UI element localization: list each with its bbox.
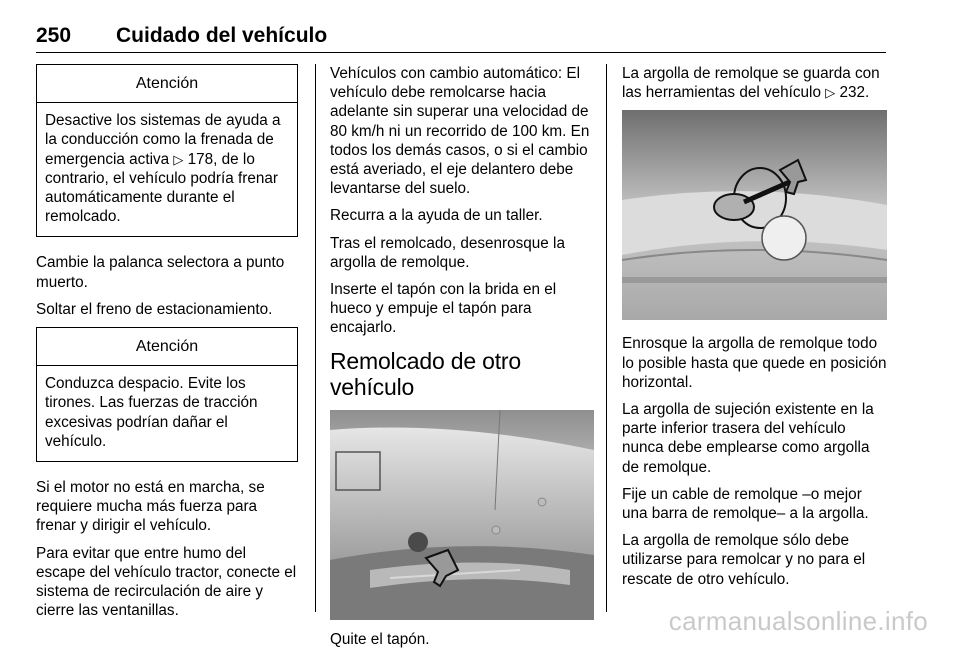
column-middle	[330, 64, 594, 657]
page-number: 250	[36, 24, 72, 47]
page-reference-arrow-icon: ▷	[173, 151, 184, 167]
paragraph: Para evitar que entre humo del escape del vehículo tractor, conecte el sistema de recirculación de aire y cierre las ventanillas.	[36, 544, 297, 620]
notice-box-1	[36, 64, 298, 237]
paragraph: La argolla de remolque sólo debe utilizarse para remolcar y no para el rescate de otro vehículo.	[622, 532, 866, 588]
watermark: carmanualsonline.info	[668, 606, 928, 636]
notice-body	[37, 103, 297, 236]
page-reference-link[interactable]: 232	[839, 84, 865, 102]
tow-eye-photo	[622, 110, 887, 320]
page-header	[36, 24, 886, 52]
paragraph: Tras el remolcado, desenrosque la argolla de remolque.	[330, 234, 565, 271]
column-left	[36, 64, 298, 628]
page-reference-arrow-icon: ▷	[825, 85, 836, 101]
paragraph	[622, 64, 887, 102]
paragraph: Inserte el tapón con la brida en el hueco y empuje el tapón para encajarlo.	[330, 281, 557, 337]
image-caption: Quite el tapón.	[330, 630, 430, 648]
rear-bumper-photo	[330, 410, 594, 620]
notice-box-2	[36, 327, 298, 462]
notice-heading: Atención	[37, 328, 297, 366]
notice-text: Desactive los sistemas de ayuda a la conducción como la frenada de emergencia activa	[45, 112, 281, 168]
section-title: Remolcado de otro vehículo	[330, 347, 521, 400]
header-rule	[36, 52, 886, 53]
paragraph: La argolla de sujeción existente en la parte inferior trasera del vehículo nunca debe emplearse como argolla de remolque.	[622, 401, 874, 476]
column-right	[622, 64, 887, 597]
paragraph: Enrosque la argolla de remolque todo lo posible hasta que quede en posición horizontal.	[622, 335, 887, 391]
paragraph-text: La argolla de remolque se guarda con las herramientas del vehículo	[622, 65, 880, 102]
notice-body: Conduzca despacio. Evite los tirones. Las fuerzas de tracción excesivas podrían dañar el vehículo.	[45, 375, 258, 450]
paragraph: Cambie la palanca selectora a punto muerto.	[36, 254, 285, 291]
paragraph: Recurra a la ayuda de un taller.	[330, 207, 543, 225]
column-divider-1	[315, 64, 316, 612]
notice-heading: Atención	[37, 65, 297, 103]
paragraph: Fije un cable de remolque –o mejor una barra de remolque– a la argolla.	[622, 485, 869, 523]
paragraph: Soltar el freno de estacionamiento.	[36, 300, 273, 318]
paragraph: Vehículos con cambio automático: El vehículo debe remolcarse hacia adelante sin superar una velocidad de 80 km/h ni un recorrido de 100 km. En todos los demás casos, o si el cambio está averiado, el eje delantero debe levantarse del suelo.	[330, 65, 590, 198]
paragraph-text-end: .	[865, 84, 870, 102]
paragraph: Si el motor no está en marcha, se requiere mucha más fuerza para frenar y dirigir el vehículo.	[36, 479, 265, 535]
page-reference-link[interactable]: 178	[187, 150, 214, 168]
notice-text-end: , de lo contrario, el vehículo podría frenar automáticamente durante el remolcado.	[45, 150, 278, 226]
column-divider-2	[606, 64, 607, 612]
chapter-title: Cuidado del vehículo	[116, 24, 328, 47]
